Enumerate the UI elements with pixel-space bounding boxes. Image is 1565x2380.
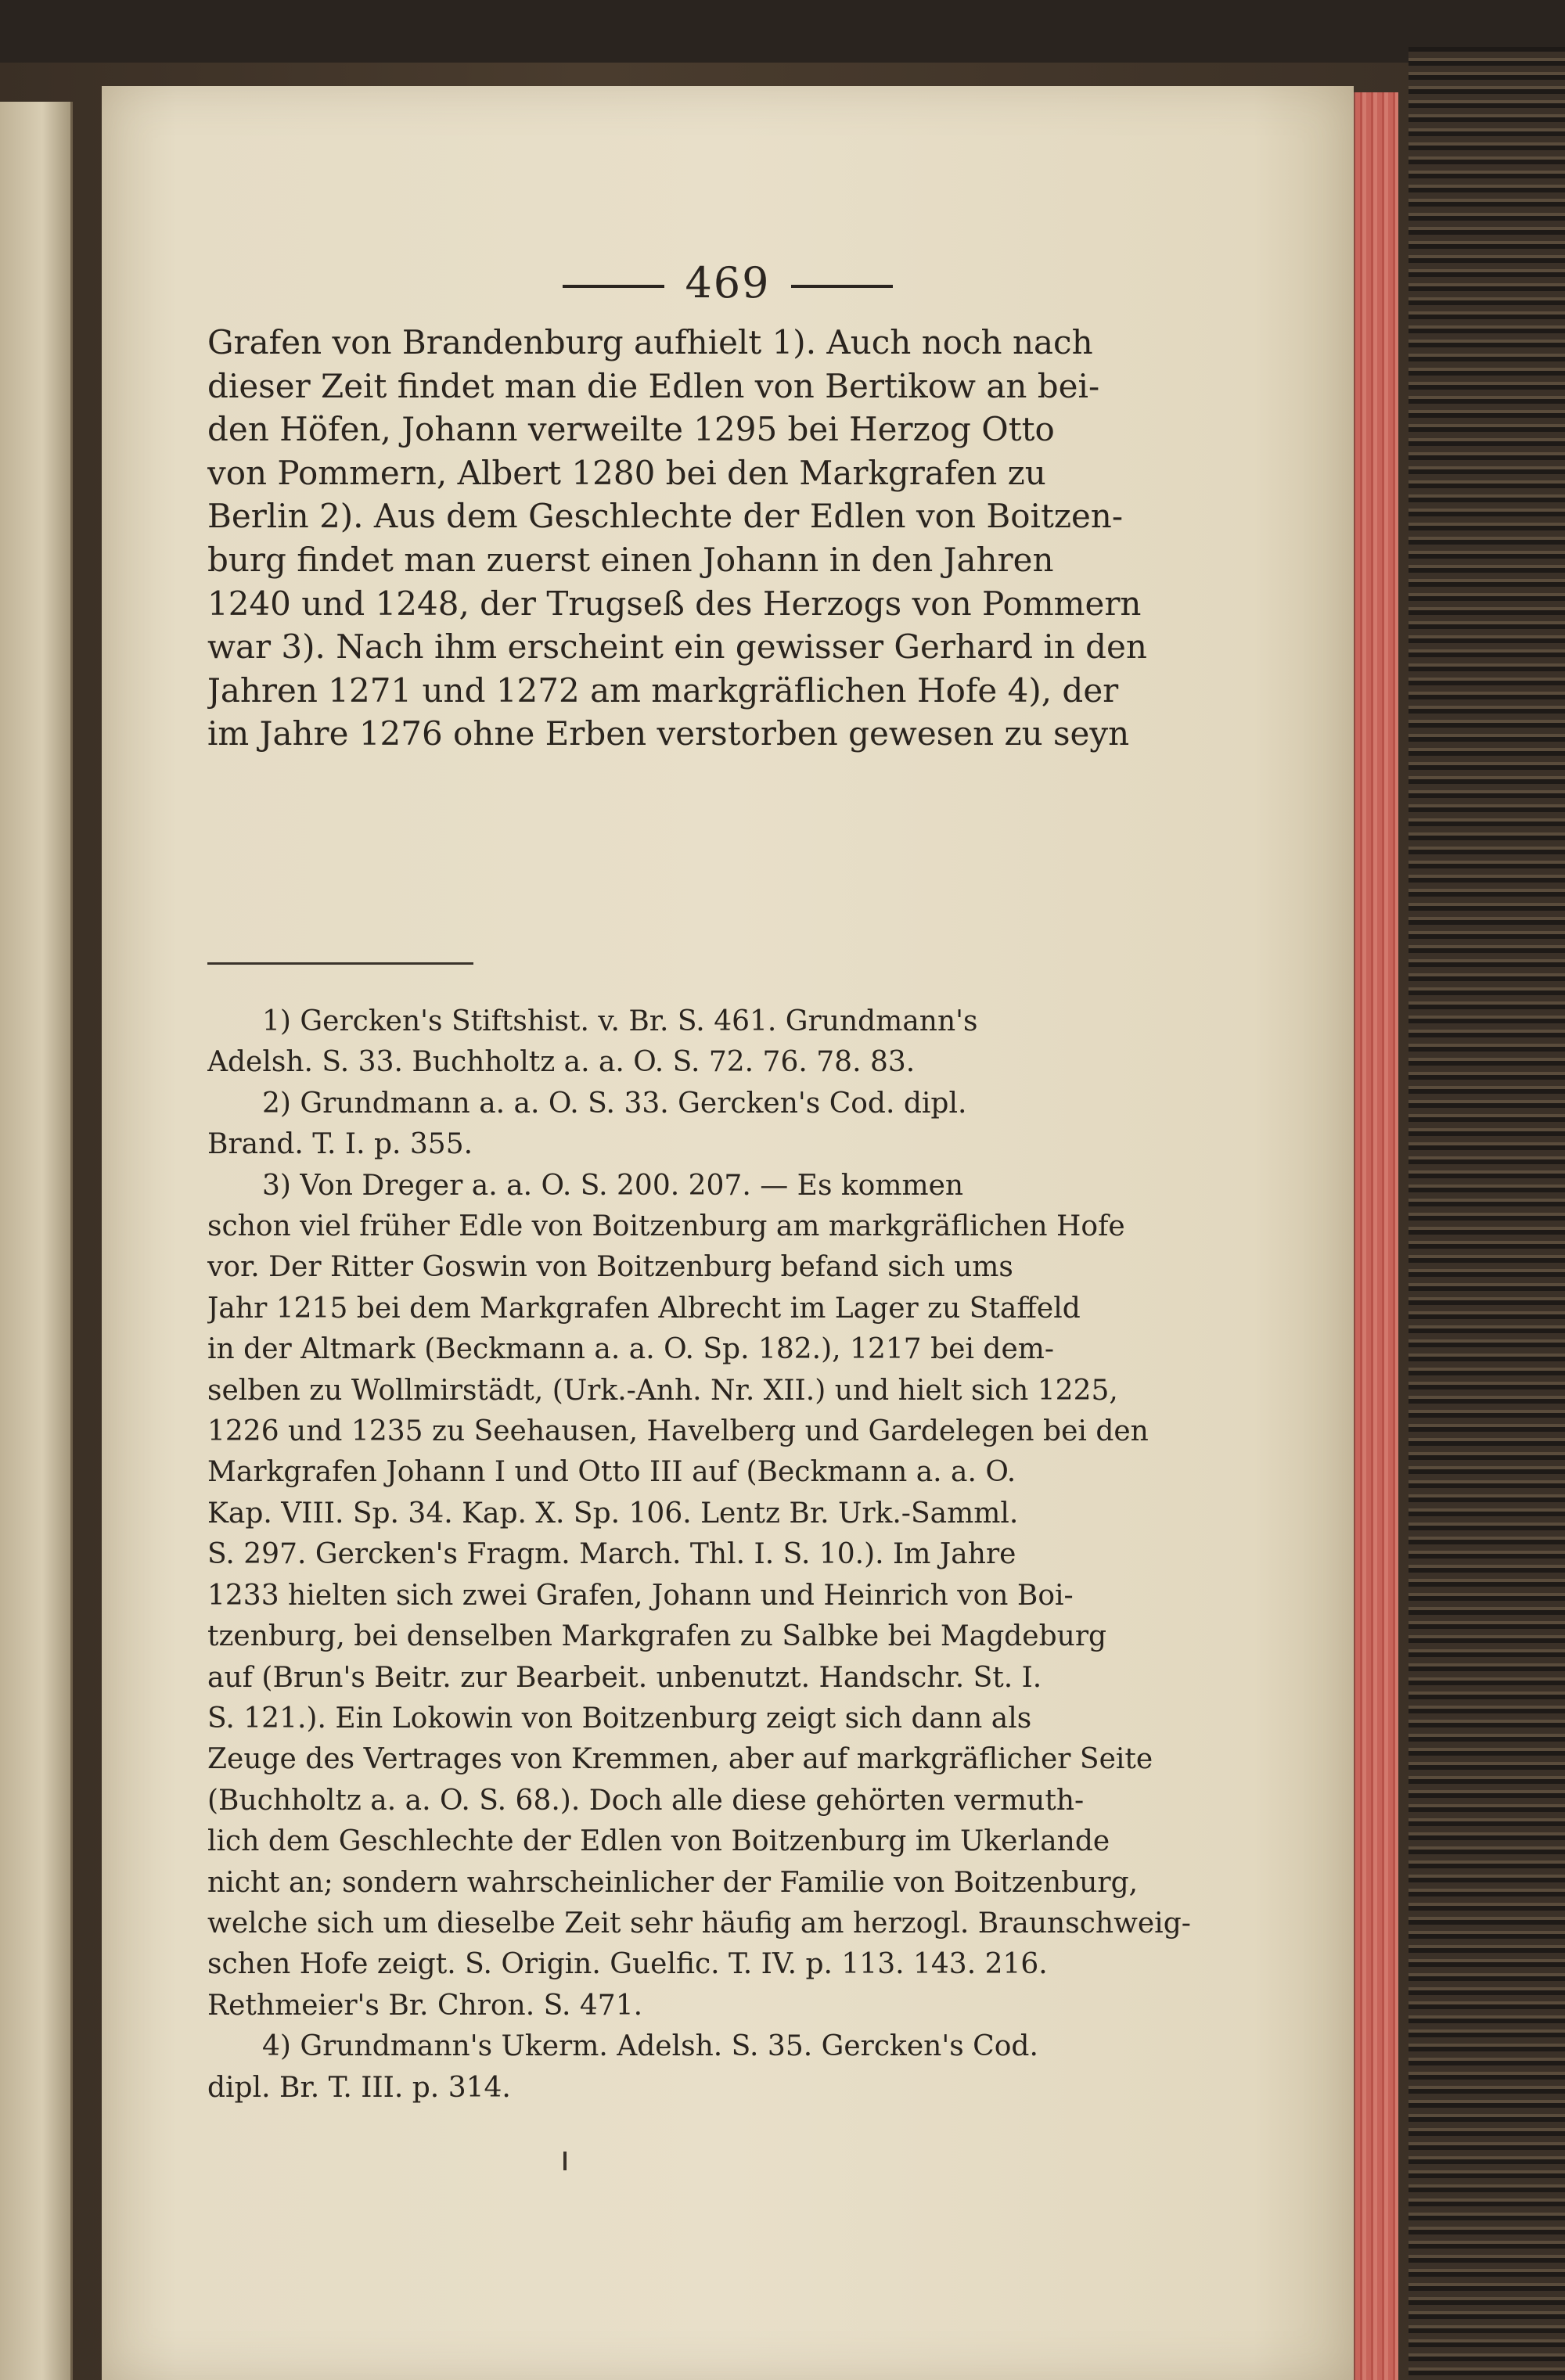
text-line: war 3). Nach ihm erscheint ein gewisser Gerhard in den [207,627,1147,667]
footnote-line: tzenburg, bei denselben Markgrafen zu Salbke bei Magdeburg [207,1620,1107,1653]
text-line: Grafen von Brandenburg aufhielt 1). Auch noch nach [207,323,1093,361]
red-page-edges [1354,92,1398,2380]
main-text [207,321,1248,756]
footnote-line: Brand. T. I. p. 355. [207,1128,473,1161]
footnote-line: dipl. Br. T. III. p. 314. [207,2071,511,2104]
footnote-line: selben zu Wollmirstädt, (Urk.-Anh. Nr. XII.) und hielt sich 1225, [207,1374,1118,1407]
text-line: 1240 und 1248, der Trugseß des Herzogs von Pommern [207,584,1142,623]
footnote-line: 1226 und 1235 zu Seehausen, Havelberg und Gardelegen bei den [207,1415,1149,1448]
footnote-line: schen Hofe zeigt. S. Origin. Guelfic. T. IV. p. 113. 143. 216. [207,1948,1048,1981]
book-page [102,86,1354,2380]
facing-page-edge [0,102,73,2380]
footnote-line: vor. Der Ritter Goswin von Boitzenburg befand sich ums [207,1251,1013,1284]
book-spine-edge [1408,47,1565,2380]
footnote-line: (Buchholtz a. a. O. S. 68.). Doch alle diese gehörten vermuth- [207,1784,1085,1817]
footnote-line: in der Altmark (Beckmann a. a. O. Sp. 182.), 1217 bei dem- [207,1333,1055,1366]
footnote-line: auf (Brun's Beitr. zur Bearbeit. unbenutzt. Handschr. St. I. [207,1661,1042,1694]
footnote-line: 1) Gercken's Stiftshist. v. Br. S. 461. Grundmann's [262,1005,978,1037]
footnote-line: Markgrafen Johann I und Otto III auf (Beckmann a. a. O. [207,1456,1016,1489]
footnote-line: 2) Grundmann a. a. O. S. 33. Gercken's Cod. dipl. [262,1087,967,1120]
header-rule-right [791,285,893,288]
footnote-line: lich dem Geschlechte der Edlen von Boitzenburg im Ukerlande [207,1825,1110,1858]
text-line: Berlin 2). Aus dem Geschlechte der Edlen von Boitzen- [207,497,1124,536]
footnote-line: Adelsh. S. 33. Buchholtz a. a. O. S. 72. 76. 78. 83. [207,1046,916,1079]
footnote-line: 1233 hielten sich zwei Grafen, Johann und Heinrich von Boi- [207,1579,1074,1612]
header-rule-left [563,285,664,288]
footnote-line: welche sich um dieselbe Zeit sehr häufig am herzogl. Braunschweig- [207,1907,1191,1940]
footnote-line: Kap. VIII. Sp. 34. Kap. X. Sp. 106. Lentz Br. Urk.-Samml. [207,1497,1019,1530]
footnote-line: schon viel früher Edle von Boitzenburg am markgräflichen Hofe [207,1210,1125,1243]
text-line: von Pommern, Albert 1280 bei den Markgrafen zu [207,453,1046,492]
text-line: burg findet man zuerst einen Johann in den Jahren [207,540,1054,579]
footnote-line: 4) Grundmann's Ukerm. Adelsh. S. 35. Gercken's Cod. [262,2030,1038,2063]
footnote-separator [207,962,473,965]
footnote-line: Rethmeier's Br. Chron. S. 471. [207,1989,643,2022]
text-line: im Jahre 1276 ohne Erben verstorben gewesen zu seyn [207,714,1130,753]
footnote-line: 3) Von Dreger a. a. O. S. 200. 207. — Es kommen [262,1169,964,1202]
text-line: Jahren 1271 und 1272 am markgräflichen Hofe 4), der [207,670,1119,710]
footnotes [207,1001,1248,2109]
page-header [102,258,1354,307]
text-line: dieser Zeit findet man die Edlen von Bertikow an bei- [207,366,1100,405]
page-number: 469 [685,258,771,307]
footnote-line: nicht an; sondern wahrscheinlicher der Familie von Boitzenburg, [207,1866,1139,1899]
footnote-line: Zeuge des Vertrages von Kremmen, aber auf markgräflicher Seite [207,1743,1153,1776]
footnote-line: Jahr 1215 bei dem Markgrafen Albrecht im Lager zu Staffeld [207,1292,1081,1325]
footnote-line: S. 297. Gercken's Fragm. March. Thl. I. S. 10.). Im Jahre [207,1538,1016,1571]
ink-mark [563,2152,567,2170]
text-line: den Höfen, Johann verweilte 1295 bei Herzog Otto [207,410,1055,449]
footnote-line: S. 121.). Ein Lokowin von Boitzenburg zeigt sich dann als [207,1702,1032,1735]
